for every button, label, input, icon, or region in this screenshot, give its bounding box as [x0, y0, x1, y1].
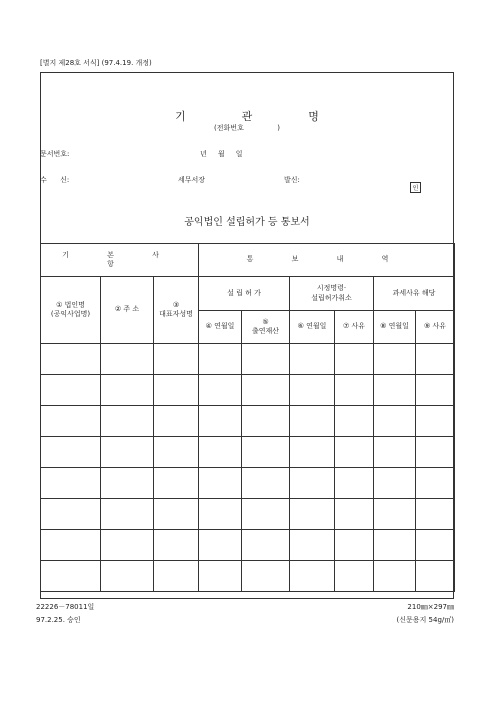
cell[interactable]	[242, 437, 290, 468]
cell[interactable]	[199, 499, 242, 530]
cell[interactable]	[242, 406, 290, 437]
cell[interactable]	[154, 561, 199, 592]
table-row	[41, 437, 455, 468]
cell[interactable]	[101, 375, 154, 406]
form-code: 22226－78011일	[36, 603, 95, 611]
notice-details-header: 통 보 내 역	[199, 244, 455, 277]
representative-name-header: ③ 대표자성명	[154, 277, 199, 344]
cell[interactable]	[41, 468, 101, 499]
table-row	[41, 406, 455, 437]
paper-type: (신문용지 54g/㎡)	[396, 616, 454, 624]
cell[interactable]	[101, 344, 154, 375]
cell[interactable]	[154, 530, 199, 561]
cell[interactable]	[41, 437, 101, 468]
cell[interactable]	[290, 561, 335, 592]
cell[interactable]	[242, 561, 290, 592]
contributed-assets-header: ⑤ 출연재산	[242, 311, 290, 344]
document-number-label: 문서번호:	[40, 150, 70, 158]
cell[interactable]	[290, 375, 335, 406]
cell[interactable]	[416, 499, 455, 530]
cell[interactable]	[101, 530, 154, 561]
correction-reason-header: ⑦ 사유	[335, 311, 374, 344]
paper-size: 210㎜×297㎜	[407, 603, 454, 611]
sender-label: 발신:	[284, 176, 300, 184]
establishment-permit-header: 설 립 허 가	[199, 277, 290, 311]
table-row	[41, 344, 455, 375]
cell[interactable]	[101, 468, 154, 499]
cell[interactable]	[41, 344, 101, 375]
cell[interactable]	[335, 561, 374, 592]
cell[interactable]	[290, 530, 335, 561]
notification-table	[40, 243, 455, 592]
date-line: 년 월 일	[200, 150, 243, 158]
cell[interactable]	[335, 530, 374, 561]
cell[interactable]	[335, 468, 374, 499]
phone-number-line: (전화번호 )	[214, 124, 280, 132]
cell[interactable]	[335, 375, 374, 406]
table-row	[41, 499, 455, 530]
correction-date-header: ⑥ 연월일	[290, 311, 335, 344]
tax-office-head: 세무서장	[178, 176, 206, 184]
cell[interactable]	[154, 406, 199, 437]
cell[interactable]	[101, 499, 154, 530]
cell[interactable]	[154, 468, 199, 499]
cell[interactable]	[41, 406, 101, 437]
cell[interactable]	[416, 530, 455, 561]
cell[interactable]	[242, 468, 290, 499]
cell[interactable]	[374, 437, 416, 468]
cell[interactable]	[374, 499, 416, 530]
taxation-date-header: ⑧ 연월일	[374, 311, 416, 344]
cell[interactable]	[242, 375, 290, 406]
cell[interactable]	[199, 344, 242, 375]
address-header: ② 주 소	[101, 277, 154, 344]
cell[interactable]	[41, 561, 101, 592]
cell[interactable]	[335, 499, 374, 530]
cell[interactable]	[290, 499, 335, 530]
table-row	[41, 530, 455, 561]
cell[interactable]	[199, 561, 242, 592]
cell[interactable]	[199, 530, 242, 561]
cell[interactable]	[416, 468, 455, 499]
cell[interactable]	[374, 530, 416, 561]
cell[interactable]	[242, 530, 290, 561]
cell[interactable]	[290, 468, 335, 499]
cell[interactable]	[154, 344, 199, 375]
cell[interactable]	[290, 406, 335, 437]
cell[interactable]	[374, 344, 416, 375]
table-row	[41, 561, 455, 592]
cell[interactable]	[242, 499, 290, 530]
table-row	[41, 375, 455, 406]
cell[interactable]	[154, 499, 199, 530]
cell[interactable]	[374, 468, 416, 499]
cell[interactable]	[101, 561, 154, 592]
cell[interactable]	[374, 561, 416, 592]
seal-mark: 인	[410, 182, 421, 193]
cell[interactable]	[290, 437, 335, 468]
table-row	[41, 468, 455, 499]
cell[interactable]	[374, 406, 416, 437]
cell[interactable]	[41, 375, 101, 406]
cell[interactable]	[335, 344, 374, 375]
cell[interactable]	[199, 437, 242, 468]
cell[interactable]	[41, 530, 101, 561]
form-title: 공익법인 설립허가 등 통보서	[184, 217, 310, 228]
cell[interactable]	[41, 499, 101, 530]
cell[interactable]	[101, 437, 154, 468]
cell[interactable]	[335, 437, 374, 468]
organization-title: 기 관 명	[175, 110, 319, 123]
cell[interactable]	[416, 561, 455, 592]
recipient-label: 수 신:	[40, 176, 70, 184]
basic-items-header: 기 본 사 항	[41, 244, 199, 277]
cell[interactable]	[416, 375, 455, 406]
cell[interactable]	[199, 468, 242, 499]
corporation-name-header: ① 법인명 (공익사업명)	[41, 277, 101, 344]
cell[interactable]	[416, 406, 455, 437]
cell[interactable]	[154, 437, 199, 468]
approval-date: 97.2.25. 승인	[36, 616, 81, 624]
permit-date-header: ④ 연월일	[199, 311, 242, 344]
cell[interactable]	[199, 375, 242, 406]
cell[interactable]	[199, 406, 242, 437]
cell[interactable]	[290, 344, 335, 375]
cell[interactable]	[242, 344, 290, 375]
cell[interactable]	[335, 406, 374, 437]
cell[interactable]	[416, 344, 455, 375]
cell[interactable]	[374, 375, 416, 406]
form-header-note: [별지 제28호 서식] (97.4.19. 개정)	[40, 59, 152, 67]
taxation-reason-header: 과세사유 해당	[374, 277, 455, 311]
taxation-reason-subheader: ⑨ 사유	[416, 311, 455, 344]
cell[interactable]	[154, 375, 199, 406]
cell[interactable]	[101, 406, 154, 437]
cell[interactable]	[416, 437, 455, 468]
correction-revocation-header: 시정명령· 설립허가취소	[290, 277, 374, 311]
